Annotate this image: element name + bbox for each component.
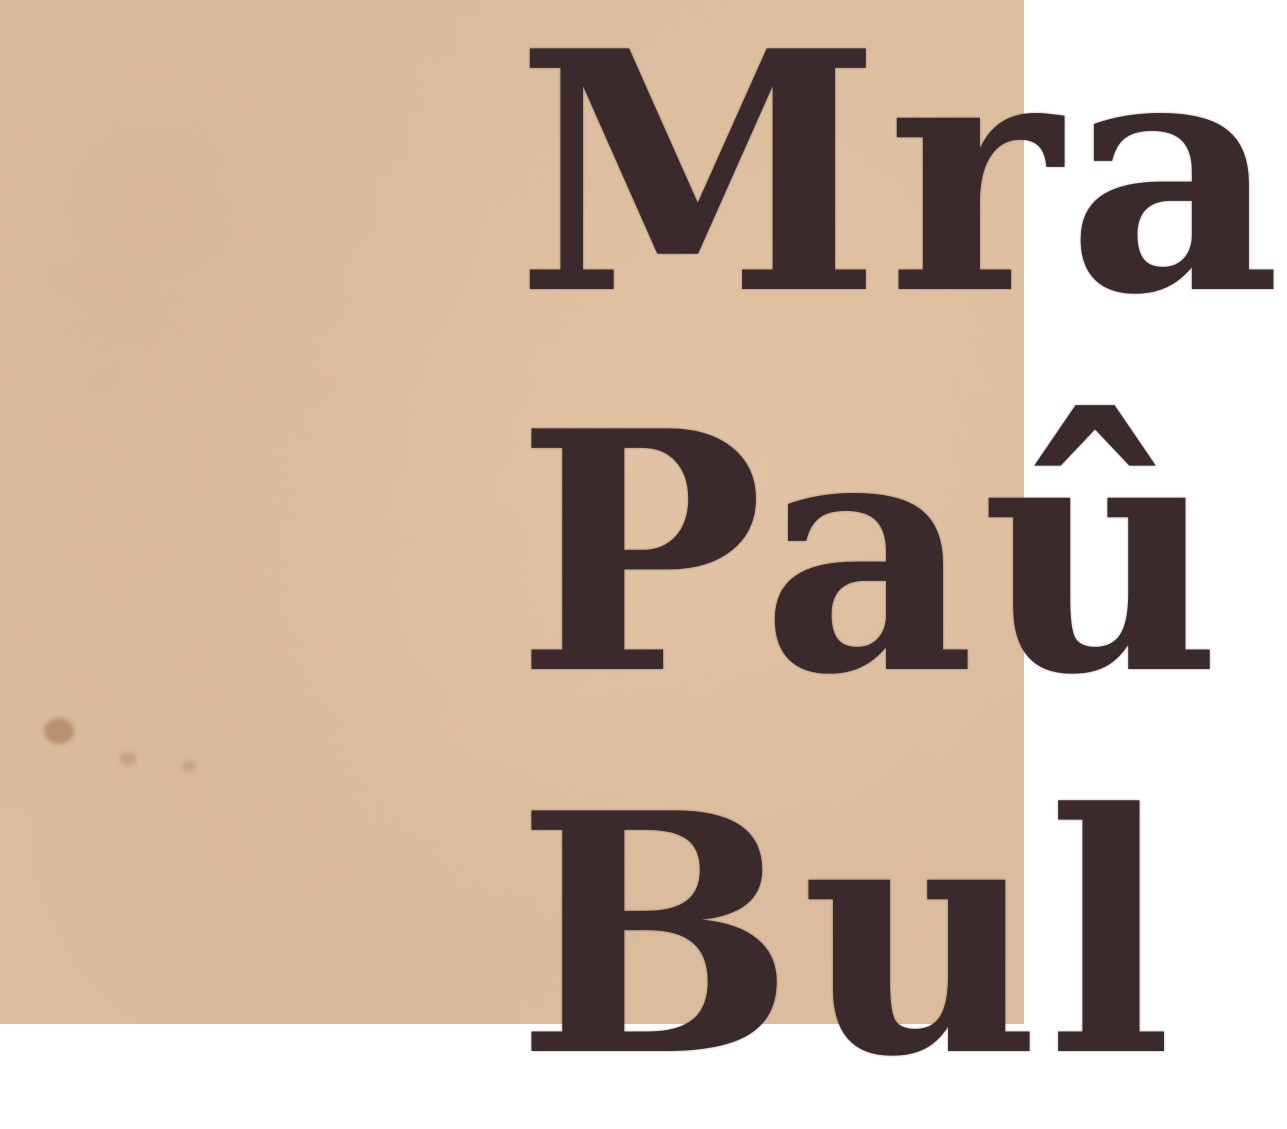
text-line-1: Mra (516, 0, 1287, 367)
paper-stain (44, 718, 74, 744)
text-line-2: Paû (516, 359, 1228, 747)
paper-stain (182, 760, 196, 772)
text-line-3: Bul (516, 741, 1179, 1129)
paper-stain (120, 752, 136, 766)
